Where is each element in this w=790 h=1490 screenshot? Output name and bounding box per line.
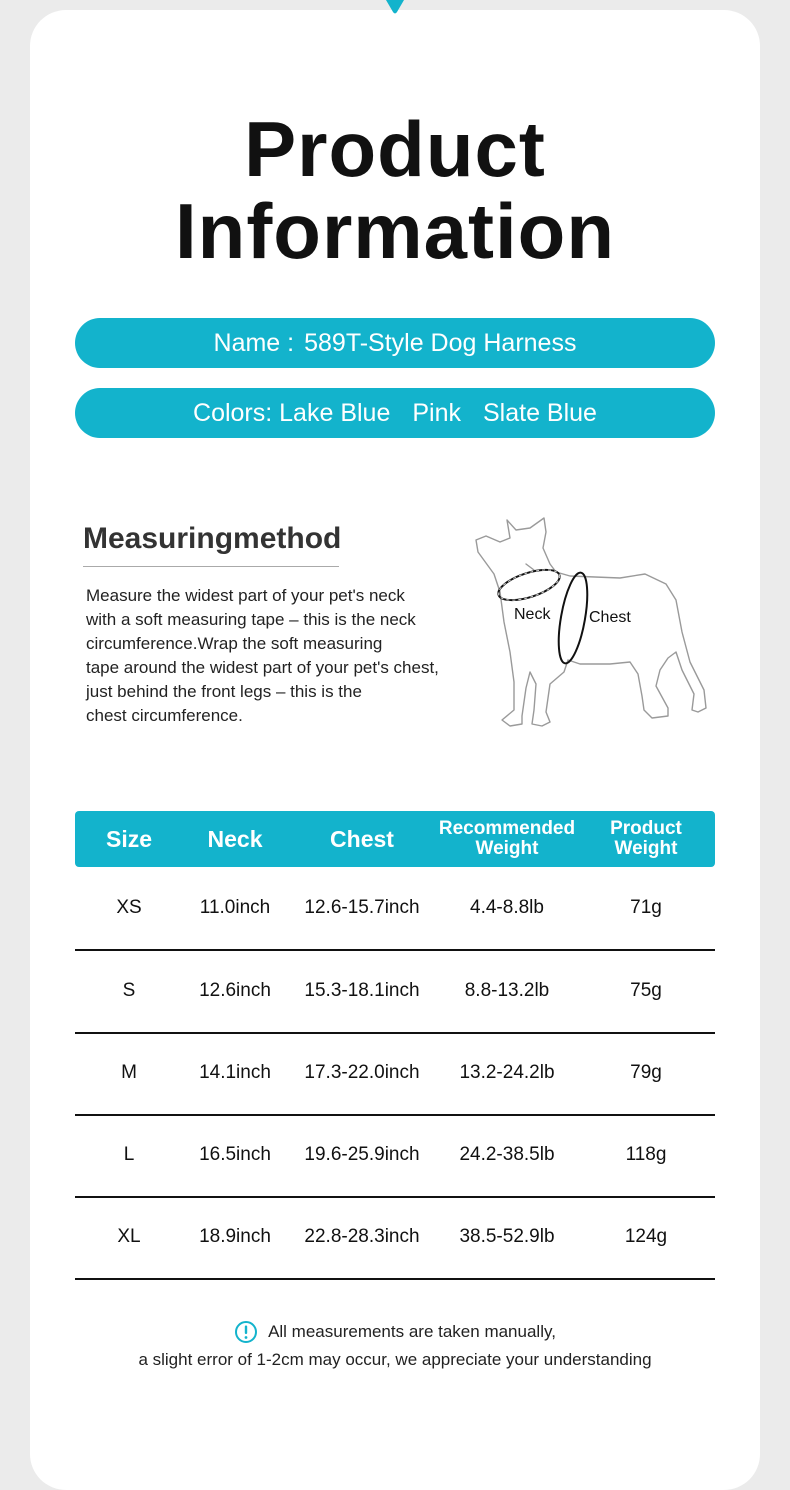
- cell-size: XS: [116, 897, 142, 918]
- cell-size: S: [122, 980, 136, 1001]
- instruction-line: just behind the front legs – this is the: [86, 682, 362, 701]
- header-neck: Neck: [207, 825, 263, 852]
- cell-product-weight: 124g: [624, 1226, 668, 1247]
- instruction-line: chest circumference.: [86, 706, 243, 725]
- footnote-line-2: a slight error of 1-2cm may occur, we appreciate your understanding: [138, 1350, 652, 1369]
- title-line-2: Information: [175, 187, 615, 275]
- footnote-line-1: [0, 1320, 790, 1344]
- cell-size: L: [123, 1144, 135, 1165]
- cell-recommended-weight: 24.2-38.5lb: [459, 1144, 555, 1165]
- cell-neck: 16.5inch: [199, 1144, 271, 1165]
- cell-neck: 12.6inch: [199, 980, 271, 1001]
- cell-chest: 12.6-15.7inch: [304, 897, 420, 918]
- cell-product-weight: 118g: [625, 1144, 667, 1165]
- cell-product-weight: 71g: [630, 897, 662, 918]
- measuring-method-title: Measuringmethod: [83, 522, 342, 555]
- cell-chest: 22.8-28.3inch: [304, 1226, 420, 1247]
- table-row: [75, 1196, 715, 1280]
- table-row: [75, 1114, 715, 1198]
- header-recommended-weight: Recommended Weight: [438, 818, 576, 859]
- instruction-line: Measure the widest part of your pet's neck: [86, 586, 405, 605]
- header-product-weight: Product Weight: [610, 818, 682, 859]
- cell-product-weight: 79g: [630, 1062, 662, 1083]
- color-option: Pink: [412, 399, 461, 427]
- dog-measurement-diagram: [470, 512, 715, 734]
- table-row: [75, 950, 715, 1034]
- chest-measure-ring: [553, 571, 593, 666]
- cell-recommended-weight: 4.4-8.8lb: [470, 897, 544, 918]
- page-title: [0, 105, 790, 275]
- cell-recommended-weight: 13.2-24.2lb: [459, 1062, 555, 1083]
- product-colors-banner: [75, 388, 715, 438]
- cell-size: XL: [117, 1226, 141, 1247]
- measuring-instructions: [86, 584, 466, 728]
- instruction-line: tape around the widest part of your pet's chest,: [86, 658, 439, 677]
- cell-chest: 17.3-22.0inch: [304, 1062, 420, 1083]
- table-row: [75, 1032, 715, 1116]
- colors-label: Colors: Lake Blue: [193, 399, 391, 427]
- cell-product-weight: 75g: [630, 980, 662, 1001]
- cell-size: M: [121, 1062, 137, 1083]
- down-arrow-icon: [386, 0, 404, 18]
- title-underline: [83, 566, 339, 567]
- header-chest: Chest: [330, 825, 394, 852]
- name-value: 589T-Style Dog Harness: [304, 329, 577, 357]
- product-name-banner: [75, 318, 715, 368]
- cell-chest: 19.6-25.9inch: [304, 1144, 420, 1165]
- header-size: Size: [105, 825, 153, 852]
- table-row: [75, 867, 715, 951]
- color-option: Lake Blue: [279, 399, 391, 427]
- title-line-1: Product: [244, 105, 546, 193]
- cell-neck: 18.9inch: [199, 1226, 271, 1247]
- color-option: Slate Blue: [483, 399, 597, 427]
- instruction-line: with a soft measuring tape – this is the neck: [86, 610, 416, 629]
- size-table-header: [75, 811, 715, 867]
- cell-neck: 11.0inch: [199, 897, 271, 918]
- name-label: Name :: [213, 329, 295, 357]
- neck-measure-ring: [495, 564, 563, 607]
- neck-label: Neck: [514, 606, 551, 623]
- instruction-line: circumference.Wrap the soft measuring: [86, 634, 383, 653]
- info-icon: [234, 1320, 258, 1344]
- cell-neck: 14.1inch: [199, 1062, 271, 1083]
- chest-label: Chest: [589, 609, 631, 626]
- footnote-text-1: All measurements are taken manually,: [268, 1322, 556, 1341]
- cell-chest: 15.3-18.1inch: [304, 980, 420, 1001]
- cell-recommended-weight: 38.5-52.9lb: [459, 1226, 555, 1247]
- cell-recommended-weight: 8.8-13.2lb: [464, 980, 550, 1001]
